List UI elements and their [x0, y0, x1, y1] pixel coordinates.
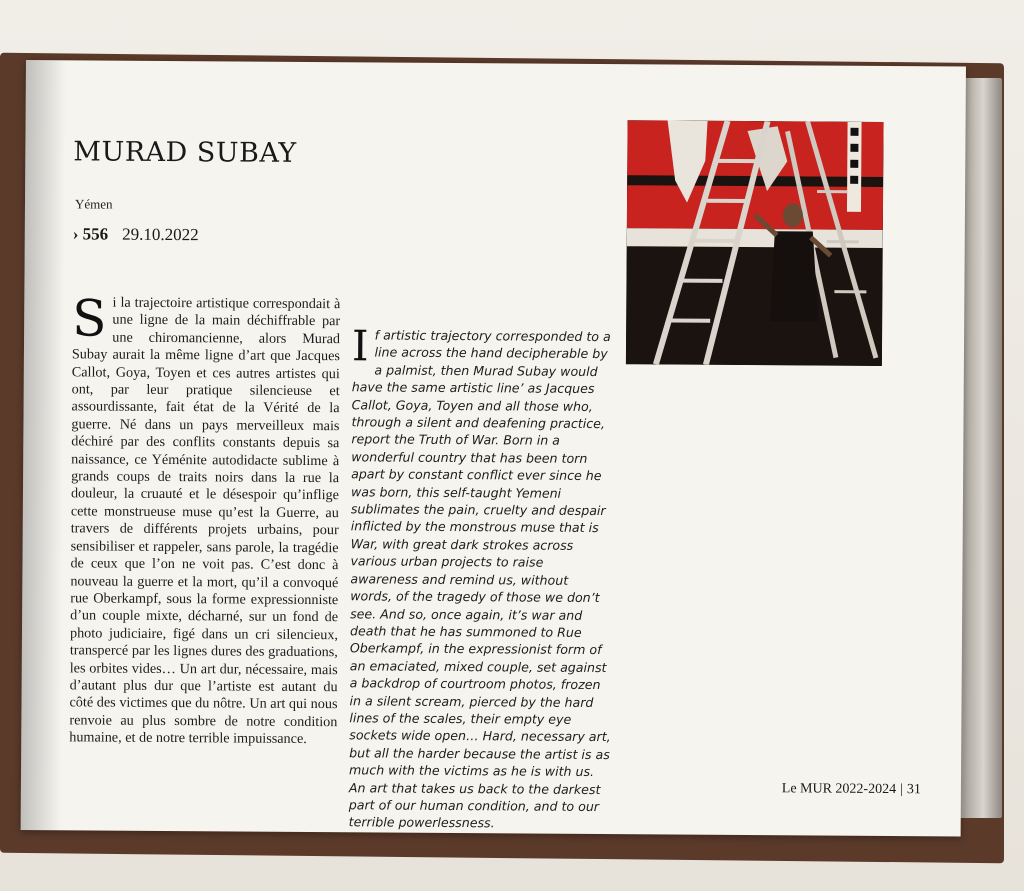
page-footer [782, 781, 921, 798]
artist-photo-image [626, 120, 884, 366]
gutter-shadow [21, 60, 66, 830]
reference-line [73, 224, 199, 245]
event-date: 29.10.2022 [122, 224, 199, 245]
book-title: Le MUR 2022-2024 [781, 781, 897, 798]
artist-name: MURAD SUBAY [73, 136, 297, 169]
footer-separator: | [900, 782, 903, 798]
reference-number: › 556 [72, 224, 109, 244]
page-number: 31 [906, 782, 921, 798]
french-text-column [69, 289, 341, 748]
artist-photo [626, 120, 884, 366]
english-text-column [348, 321, 615, 833]
french-body: i la trajectoire artistique correspondait à une ligne de la main déchiffrable par une chiromancienne, alors Murad Subay aurait la même ligne d’art que Jacques Callot, Goya, Toyen et ces autres artistes qui ont, par leur pratique silencieuse et assourdissante, fait état de la Vérité de la guerre. Né dans un pays merveilleux mais déchiré par des conflits constants depuis sa naissance, ce Yéménite autodidacte sublime à grands coups de traits noirs dans la rue la douleur, la cruauté et le désespoir qu’inflige cette monstrueuse muse qu’est la Guerre, au travers de différents projets urbains, pour sensibiliser et rappeler, sans parole, la tragédie de ceux que l’on ne voit pas. C’est donc à nouveau la guerre et la mort, qu’il a convoqué rue Oberkampf, sous la forme expressionniste d’un couple mixte, décharné, sur un fond de photo judiciaire, figé dans un cri silencieux, transpercé par les lignes dures des graduations, les orbites vides… Un art dur, nécessaire, mais d’autant plus dur que l’artiste est autant du côté des victimes que du nôtre. Un art qui nous renvoie au plus sombre de notre condition humaine, et de notre terrible impuissance. [69, 294, 341, 748]
book-page [21, 60, 966, 837]
french-dropcap: S [71, 289, 107, 348]
country-label: Yémen [74, 196, 113, 212]
english-body: f artistic trajectory corresponded to a line across the hand decipherable by a palmist, then Murad Subay would have the same artistic line’ as Jacques Callot, Goya, Toyen and all those who, through a silent and deafening practice, report the Truth of War. Born in a wonderful country that has been torn apart by constant conflict ever since he was born, this self-taught Yemeni sublimates the pain, cruelty and despair inflicted by the monstrous muse that is War, with great dark strokes across various urban projects to raise awareness and remind us, without words, of the tragedy of those we don’t see. And so, once again, it’s war and death that he has summoned to Rue Oberkampf, in the expressionist form of an emaciated, mixed couple, set against a backdrop of courtroom photos, frozen in a silent scream, pierced by the hard lines of the scales, their empty eye sockets wide open… Hard, necessary art, but all the harder because the artist is as much with the victims as he is with us. An art that takes us back to the darkest part of our human condition, and to our terrible powerlessness. [348, 327, 611, 831]
english-dropcap: I [351, 321, 369, 371]
